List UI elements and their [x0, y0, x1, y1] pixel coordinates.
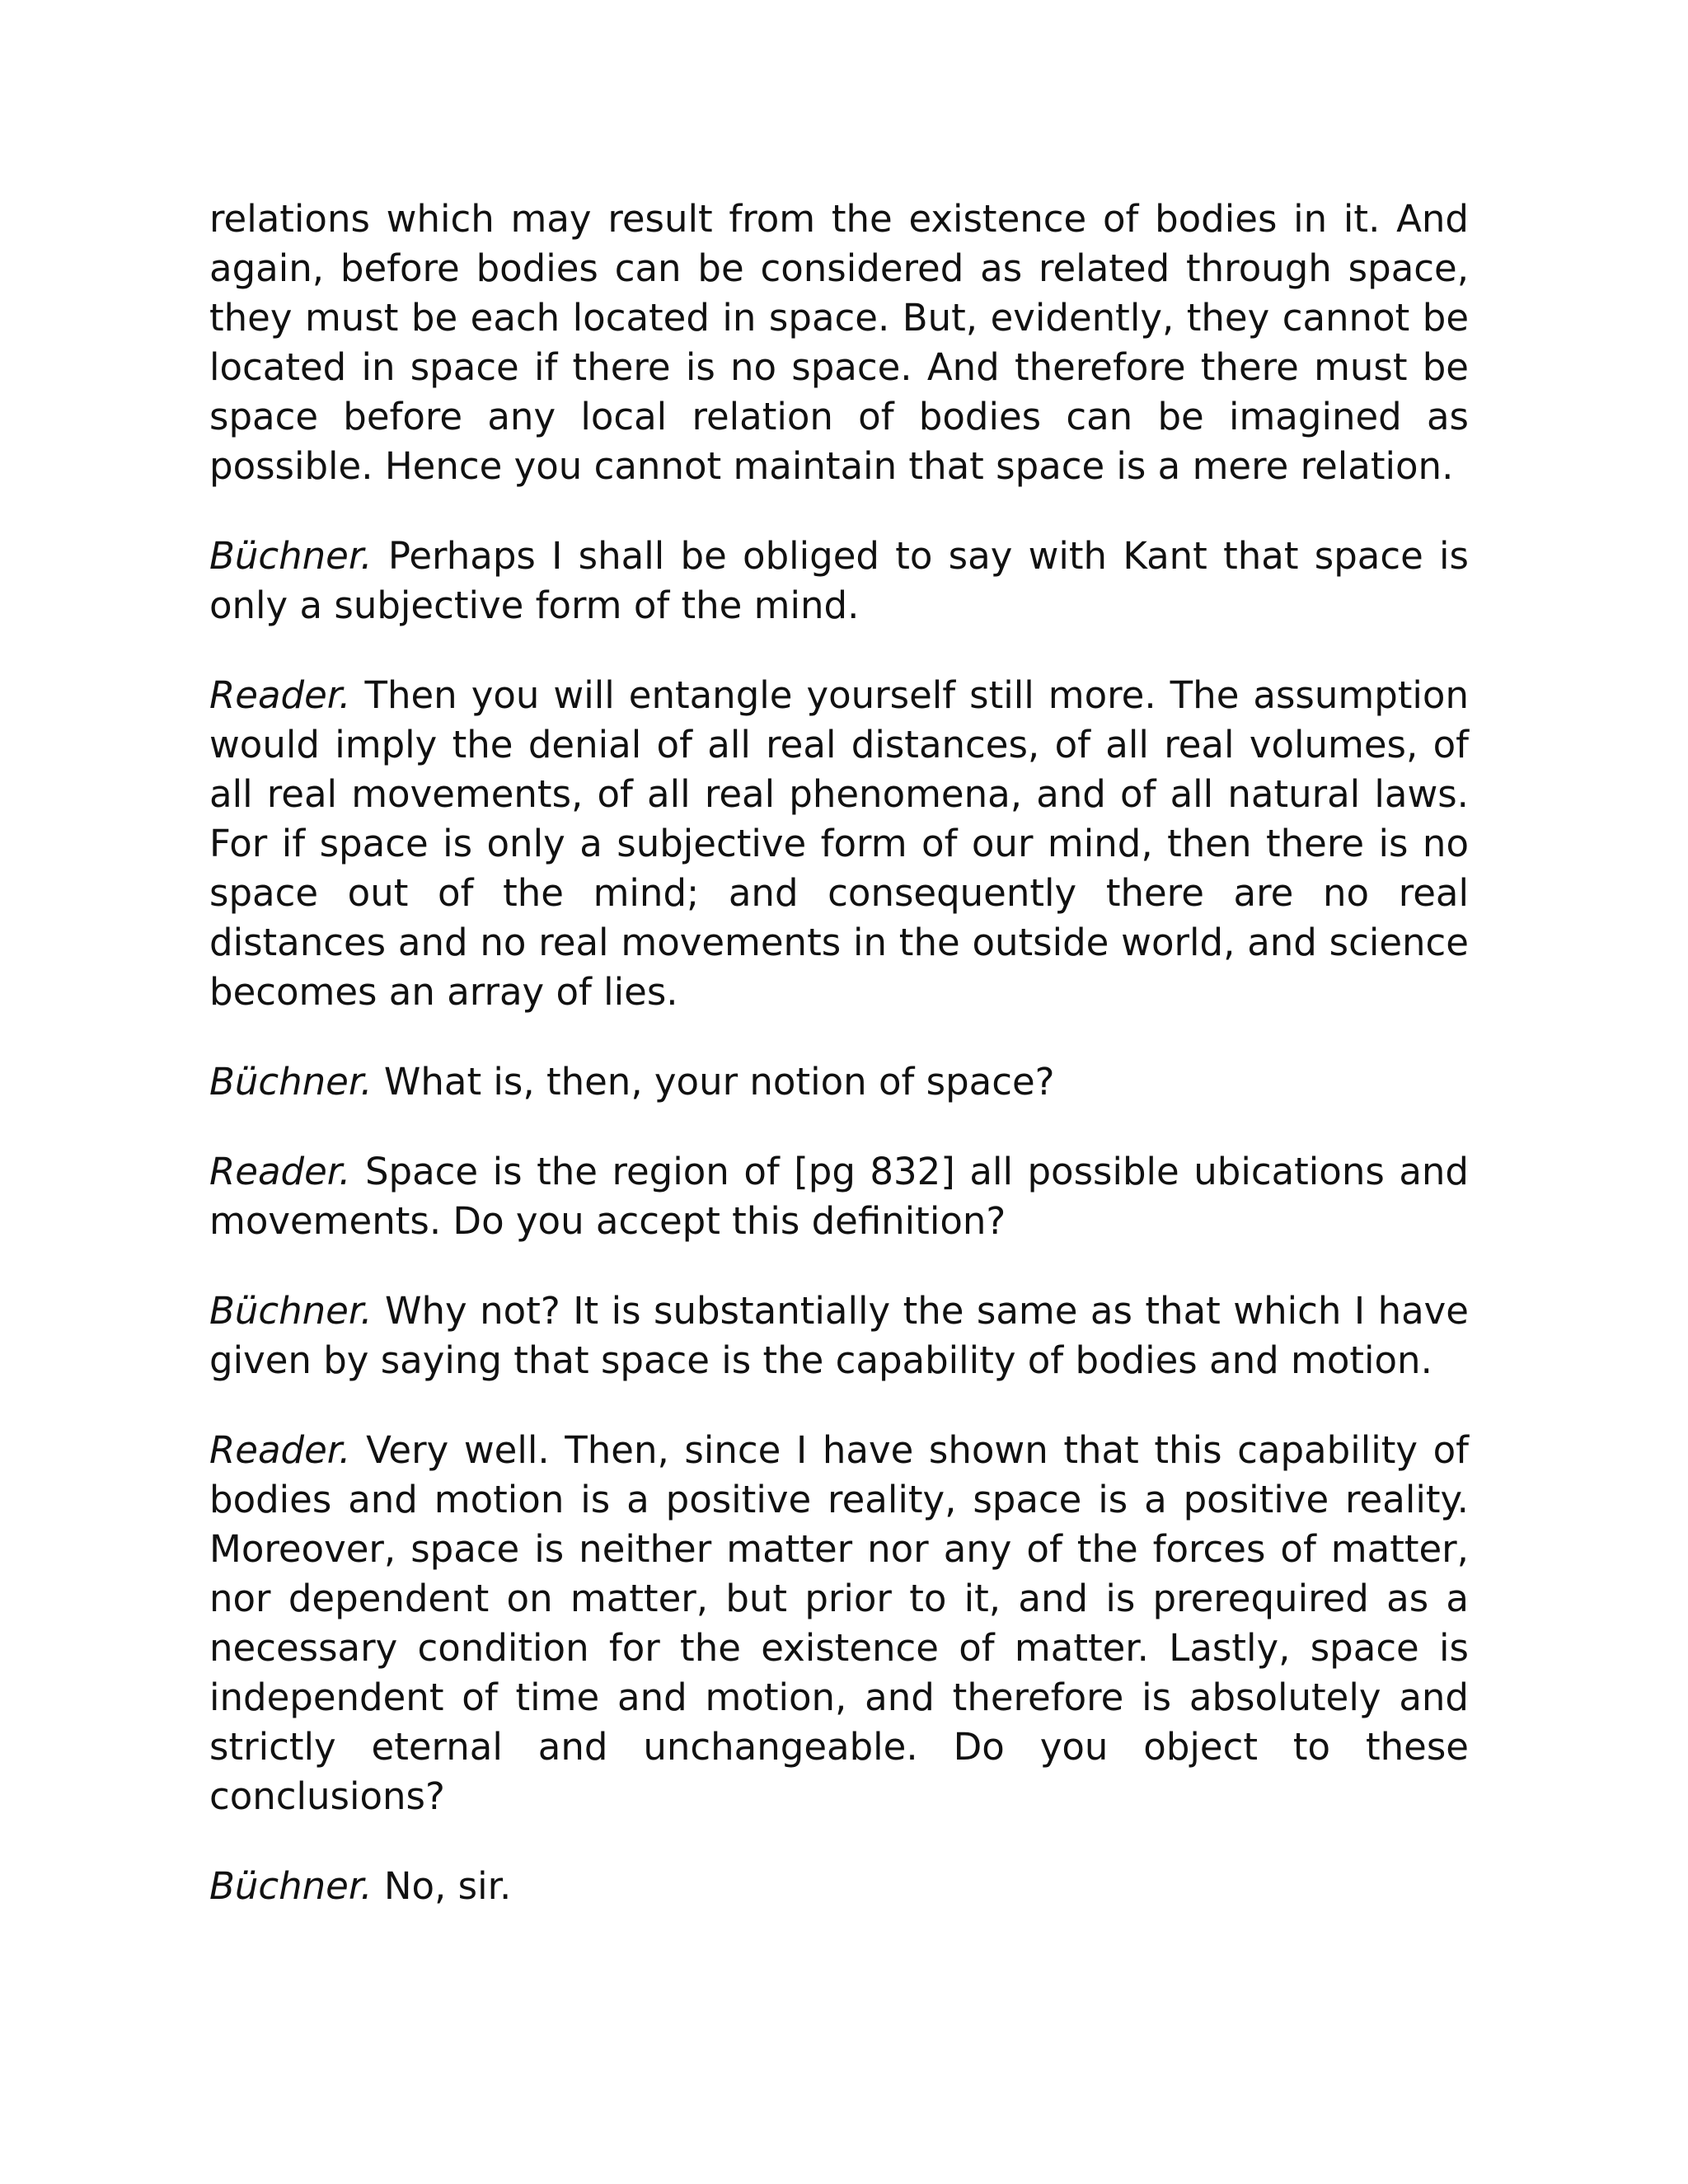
paragraph-6: [209, 1286, 1469, 1385]
paragraph-text: Space is the region of [pg 832] all possible ubications and movements. Do you accept this definition?: [209, 1150, 1469, 1243]
paragraph-text: What is, then, your notion of space?: [372, 1060, 1055, 1104]
paragraph-text: No, sir.: [372, 1864, 512, 1908]
paragraph-2: [209, 532, 1469, 630]
paragraph-text: Very well. Then, since I have shown that this capability of bodies and motion is a positive reality, space is a positive reality. Moreover, space is neither matter nor any of the forces of matter, nor dependent on matter, but prior to it, and is prerequired as a necessary condition for the existence of matter. Lastly, space is independent of time and motion, and therefore is absolutely and strictly eternal and unchangeable. Do you object to these conclusions?: [209, 1428, 1469, 1818]
paragraph-3: [209, 671, 1469, 1017]
paragraph-1: [209, 194, 1469, 491]
speaker-label: Büchner.: [209, 1864, 373, 1908]
paragraph-text: Then you will entangle yourself still more. The assumption would imply the denial of all real distances, of all real volumes, of all real movements, of all real phenomena, and of all natural laws. For if space is only a subjective form of our mind, then there is no space out of the mind; and consequently there are no real distances and no real movements in the outside world, and science becomes an array of lies.: [209, 673, 1469, 1014]
speaker-label: Reader.: [209, 673, 351, 717]
speaker-label: Reader.: [209, 1428, 351, 1472]
paragraph-4: [209, 1057, 1469, 1107]
paragraph-text: Why not? It is substantially the same as that which I have given by saying that space is the capability of bodies and motion.: [209, 1289, 1469, 1382]
speaker-label: Büchner.: [209, 1060, 373, 1104]
document-page: [209, 194, 1469, 1952]
paragraph-5: [209, 1147, 1469, 1246]
paragraph-text: relations which may result from the existence of bodies in it. And again, before bodies can be considered as related through space, they must be each located in space. But, evidently, they cannot be located in space if there is no space. And therefore there must be space before any local relation of bodies can be imagined as possible. Hence you cannot maintain that space is a mere relation.: [209, 197, 1469, 488]
paragraph-7: [209, 1426, 1469, 1821]
paragraph-8: [209, 1862, 1469, 1911]
speaker-label: Büchner.: [209, 534, 373, 578]
speaker-label: Reader.: [209, 1150, 351, 1193]
speaker-label: Büchner.: [209, 1289, 373, 1333]
paragraph-text: Perhaps I shall be obliged to say with Kant that space is only a subjective form of the mind.: [209, 534, 1469, 627]
